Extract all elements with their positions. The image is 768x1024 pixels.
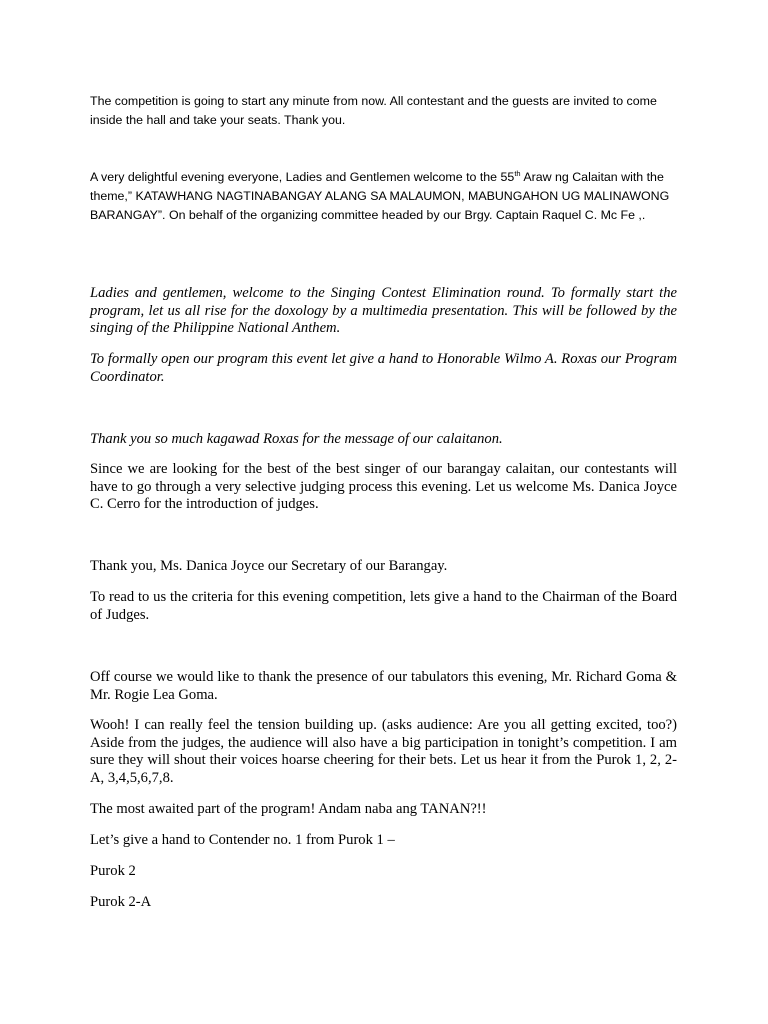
paragraph-judges-intro: Since we are looking for the best of the best singer of our barangay calaitan, our contestants will have to go through a very selective judging process this evening. Let us welcome Ms. Danica Joyce C. Cerro for the introduction of judges. bbox=[90, 461, 677, 513]
paragraph-purok-2a: Purok 2-A bbox=[90, 894, 152, 910]
paragraph-competition-start: The competition is going to start any minute from now. All contestant and the guests are invited to come inside the hall and take your seats. Thank you. bbox=[90, 94, 657, 127]
paragraph-criteria: To read to us the criteria for this evening competition, lets give a hand to the Chairman of the Board of Judges. bbox=[90, 589, 677, 623]
welcome-text-start: A very delightful evening everyone, Ladies and Gentlemen welcome to the 55 bbox=[90, 170, 515, 184]
paragraph-audience-cheer: Wooh! I can really feel the tension building up. (asks audience: Are you all getting excited, too?) Aside from the judges, the audience will also have a big participation in tonight’s competition. I am sure they will shout their voices hoarse cheering for their bets. Let us hear it from the Purok 1, 2, 2-A, 3,4,5,6,7,8. bbox=[90, 717, 677, 786]
paragraph-thank-secretary: Thank you, Ms. Danica Joyce our Secretary of our Barangay. bbox=[90, 558, 448, 574]
paragraph-awaited-part: The most awaited part of the program! Andam naba ang TANAN?!! bbox=[90, 801, 487, 817]
paragraph-purok-2: Purok 2 bbox=[90, 863, 136, 879]
paragraph-contender-1: Let’s give a hand to Contender no. 1 from Purok 1 – bbox=[90, 832, 395, 848]
paragraph-doxology-intro: Ladies and gentlemen, welcome to the Singing Contest Elimination round. To formally start the program, let us all rise for the doxology by a multimedia presentation. This will be followed by the singing of the Philippine National Anthem. bbox=[90, 285, 677, 337]
paragraph-tabulators: Off course we would like to thank the presence of our tabulators this evening, Mr. Richard Goma & Mr. Rogie Lea Goma. bbox=[90, 669, 677, 703]
paragraph-welcome-theme bbox=[90, 168, 677, 225]
paragraph-program-coordinator: To formally open our program this event let give a hand to Honorable Wilmo A. Roxas our Program Coordinator. bbox=[90, 351, 677, 385]
ordinal-suffix: th bbox=[514, 169, 521, 178]
document-page bbox=[90, 0, 677, 1024]
paragraph-thank-roxas: Thank you so much kagawad Roxas for the message of our calaitanon. bbox=[90, 431, 503, 447]
welcome-text-end: Araw ng Calaitan with the theme,” KATAWHANG NAGTINABANGAY ALANG SA MALAUMON, MABUNGAHON UG MALINAWONG BARANGAY”. On behalf of the organizing committee headed by our Brgy. Captain Raquel C. Mc Fe ,. bbox=[90, 170, 670, 222]
